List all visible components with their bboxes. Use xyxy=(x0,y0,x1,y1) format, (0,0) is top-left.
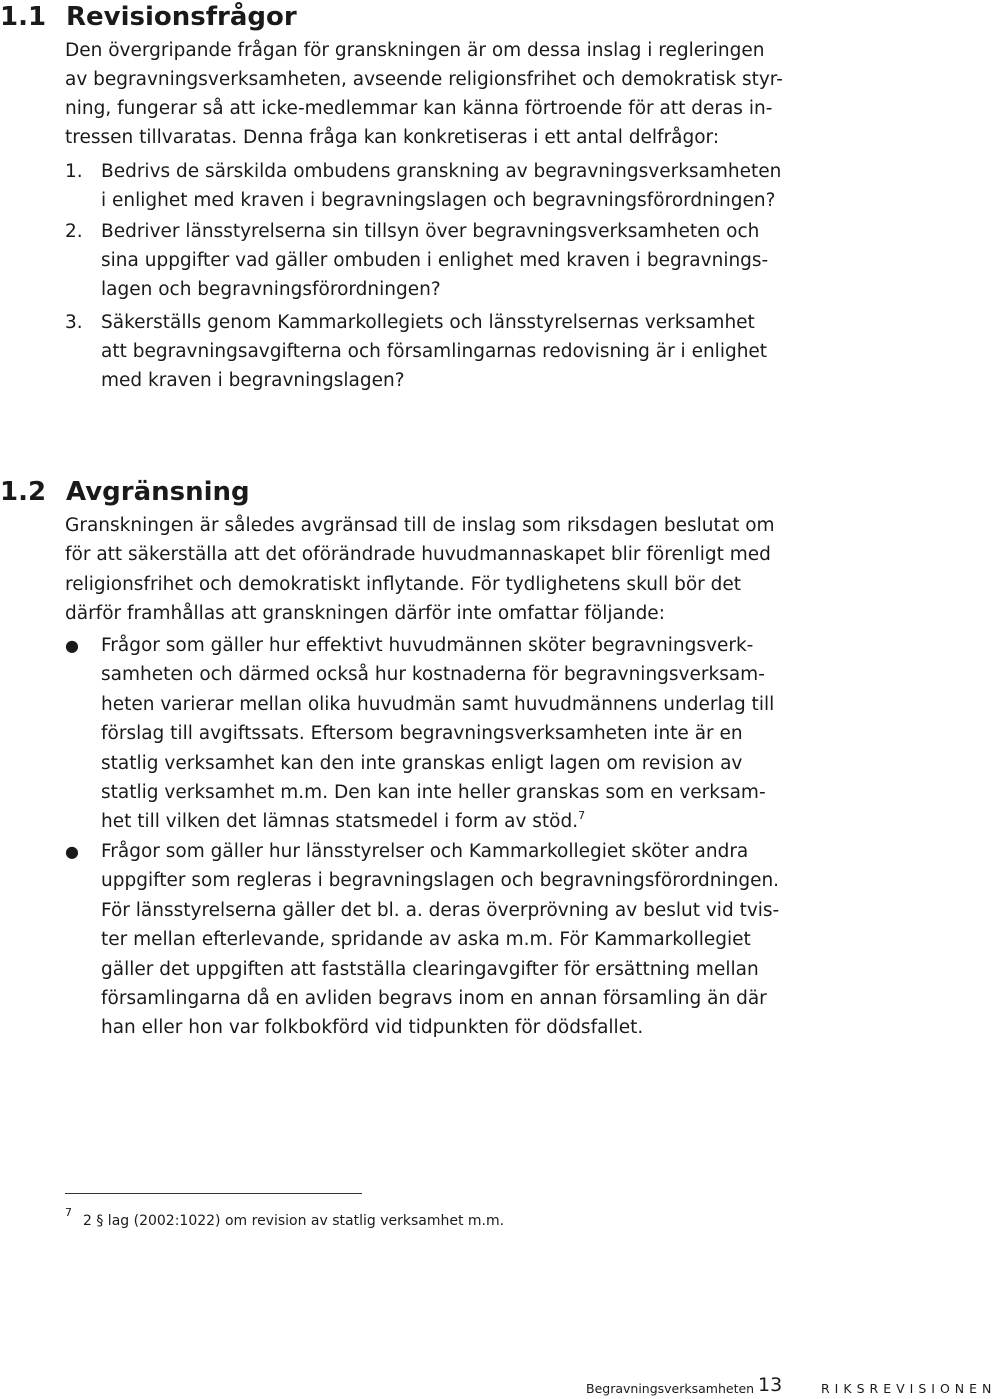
text-line: i enlighet med kraven i begravningslagen och begravningsförordningen? xyxy=(101,190,776,211)
page-footer xyxy=(0,1373,996,1399)
text-line: heten varierar mellan olika huvudmän samt huvudmännens underlag till xyxy=(101,693,775,715)
text-line: statlig verksamhet kan den inte granskas enligt lagen om revision av xyxy=(101,752,743,774)
footer-organization: RIKSREVISIONEN xyxy=(821,1381,996,1396)
text-line: Bedrivs de särskilda ombudens granskning av begravningsverksamheten xyxy=(101,161,782,182)
text-line: gäller det uppgiften att fastställa clearingavgifter för ersättning mellan xyxy=(101,958,759,980)
text-line: han eller hon var folkbokförd vid tidpunkten för dödsfallet. xyxy=(101,1017,644,1039)
section-number: 1.2 xyxy=(0,477,47,507)
section-1-2-intro xyxy=(65,511,775,629)
question-number: 2. xyxy=(65,221,83,242)
text-line: tressen tillvaratas. Denna fråga kan konkretiseras i ett antal delfrågor: xyxy=(65,127,720,148)
footnote-number: 7 xyxy=(65,1206,72,1219)
text-line: Den övergripande frågan för granskningen är om dessa inslag i regleringen xyxy=(65,40,765,61)
text-line xyxy=(101,807,774,836)
text-line: av begravningsverksamheten, avseende religionsfrihet och demokratisk styr- xyxy=(65,69,783,90)
text-line: Granskningen är således avgränsad till de inslag som riksdagen beslutat om xyxy=(65,515,775,536)
footnote-divider xyxy=(65,1193,362,1194)
text-line: förslag till avgiftssats. Eftersom begravningsverksamheten inte är en xyxy=(101,723,743,745)
text-line-content: het till vilken det lämnas statsmedel i form av stöd. xyxy=(101,811,579,833)
text-line: Säkerställs genom Kammarkollegiets och länsstyrelsernas verksamhet xyxy=(101,312,755,333)
question-number: 1. xyxy=(65,161,83,182)
text-line: församlingarna då en avliden begravs inom en annan församling än där xyxy=(101,987,767,1009)
text-line: att begravningsavgifterna och församlingarnas redovisning är i enlighet xyxy=(101,341,768,362)
section-title: Revisionsfrågor xyxy=(66,2,297,32)
bullet-icon: ● xyxy=(65,842,79,861)
text-line: statlig verksamhet m.m. Den kan inte heller granskas som en verksam- xyxy=(101,781,766,803)
text-line: uppgifter som regleras i begravningslagen och begravningsförordningen. xyxy=(101,870,780,892)
text-line: lagen och begravningsförordningen? xyxy=(101,279,441,300)
footnote-text: 2 § lag (2002:1022) om revision av statlig verksamhet m.m. xyxy=(83,1213,505,1229)
text-line: för att säkerställa att det oförändrade huvudmannaskapet blir förenligt med xyxy=(65,544,771,566)
text-line: sina uppgifter vad gäller ombuden i enlighet med kraven i begravnings- xyxy=(101,250,769,271)
text-line: För länsstyrelserna gäller det bl. a. deras överprövning av beslut vid tvis- xyxy=(101,899,780,921)
section-1-1-intro xyxy=(65,36,783,152)
text-line: Frågor som gäller hur länsstyrelser och Kammarkollegiet sköter andra xyxy=(101,841,749,862)
section-number: 1.1 xyxy=(0,2,47,32)
text-line: därför framhållas att granskningen därför inte omfattar följande: xyxy=(65,603,665,625)
text-line: ter mellan efterlevande, spridande av aska m.m. För Kammarkollegiet xyxy=(101,929,751,951)
question-number: 3. xyxy=(65,312,83,333)
footnote-ref[interactable]: 7 xyxy=(578,809,586,823)
section-title: Avgränsning xyxy=(66,477,250,507)
text-line: ning, fungerar så att icke-medlemmar kan känna förtroende för att deras in- xyxy=(65,98,773,119)
page-number: 13 xyxy=(758,1374,783,1396)
text-line: samheten och därmed också hur kostnaderna för begravningsverksam- xyxy=(101,664,765,686)
footer-document-name: Begravningsverksamheten xyxy=(586,1381,755,1396)
text-line: med kraven i begravningslagen? xyxy=(101,370,405,391)
text-line: Frågor som gäller hur effektivt huvudmännen sköter begravningsverk- xyxy=(101,635,754,656)
bullet-icon: ● xyxy=(65,636,79,655)
text-line: Bedriver länsstyrelserna sin tillsyn över begravningsverksamheten och xyxy=(101,221,760,242)
text-line: religionsfrihet och demokratiskt inflytande. För tydlighetens skull bör det xyxy=(65,573,742,595)
